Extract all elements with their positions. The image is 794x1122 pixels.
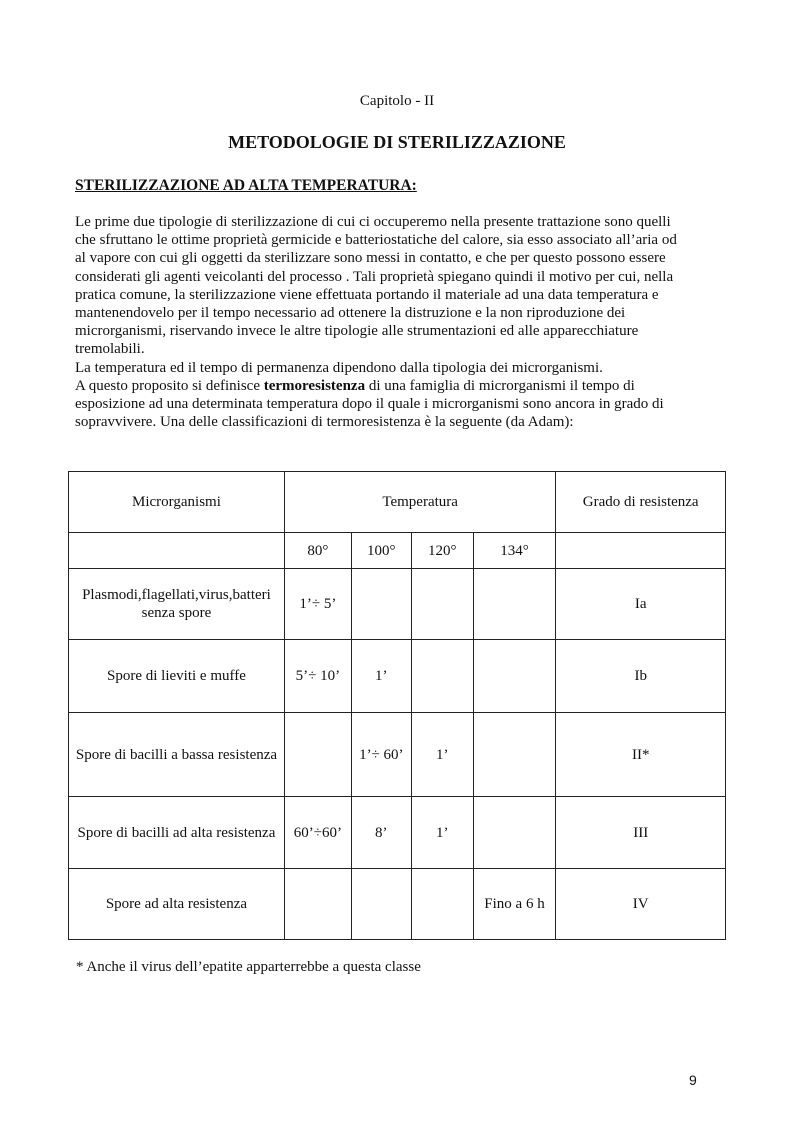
cell-t134: Fino a 6 h [473,869,556,940]
body-line: La temperatura ed il tempo di permanenza dipendono dalla tipologia dei microrganismi. [75,359,603,376]
cell-name: Spore ad alta resistenza [69,869,285,940]
thermoresistance-table [68,471,726,940]
cell-grade: III [556,797,726,869]
cell-grade: Ib [556,640,726,713]
table-temps-row [69,533,726,569]
table-row [69,569,726,640]
table-cell [556,533,726,569]
cell-name: Spore di bacilli ad alta resistenza [69,797,285,869]
section-heading: STERILIZZAZIONE AD ALTA TEMPERATURA: [75,177,417,194]
definition-line [75,377,725,395]
body-text [75,213,725,431]
table-row [69,797,726,869]
body-line: microrganismi, riservando invece le altre tipologie alle strumentazioni ed alle apparecchiature [75,323,639,340]
cell-name: Spore di bacilli a bassa resistenza [69,713,285,797]
temp-100: 100° [351,533,411,569]
cell-t100 [351,569,411,640]
table-row [69,640,726,713]
cell-name: Plasmodi,flagellati,virus,batteri senza spore [69,569,285,640]
cell-name: Spore di lieviti e muffe [69,640,285,713]
body-line: sopravvivere. Una delle classificazioni di termoresistenza è la seguente (da Adam): [75,414,574,431]
table-row [69,869,726,940]
cell-t134 [473,713,556,797]
body-line: mantenendovelo per il tempo necessario ad ottenere la distruzione e la non riproduzione dei [75,305,626,322]
body-line: al vapore con cui gli oggetti da sterilizzare sono messi in contatto, e che per questo possono essere [75,250,666,267]
header-grado: Grado di resistenza [556,472,726,533]
cell-grade: II* [556,713,726,797]
temp-134: 134° [473,533,556,569]
cell-t120 [411,640,473,713]
page-number: 9 [689,1072,697,1088]
body-line: esposizione ad una determinata temperatura dopo il quale i microrganismi sono ancora in grado di [75,396,664,413]
body-line: Le prime due tipologie di sterilizzazione di cui ci occuperemo nella presente trattazione sono quelli [75,214,671,230]
footnote: * Anche il virus dell’epatite apparterrebbe a questa classe [76,959,421,975]
temp-120: 120° [411,533,473,569]
definition-post: di una famiglia di microrganismi il tempo di [365,377,635,394]
cell-t120: 1’ [411,797,473,869]
body-line: considerati gli agenti veicolanti del processo . Tali proprietà spiegano quindi il motivo per cui, nella [75,268,674,285]
header-temperatura: Temperatura [284,472,556,533]
cell-grade: Ia [556,569,726,640]
table-row [69,713,726,797]
page-title: METODOLOGIE DI STERILIZZAZIONE [228,132,566,152]
cell-t100 [351,869,411,940]
body-line: tremolabili. [75,341,145,358]
definition-term: termoresistenza [263,377,366,394]
cell-t120: 1’ [411,713,473,797]
cell-t100: 1’ [351,640,411,713]
cell-t100: 1’÷ 60’ [351,713,411,797]
cell-t100: 8’ [351,797,411,869]
cell-t120 [411,569,473,640]
chapter-label: Capitolo - II [359,93,435,109]
body-line: pratica comune, la sterilizzazione viene effettuata portando il materiale ad una data temperatura e [75,286,659,303]
body-line: che sfruttano le ottime proprietà germicide e batteriostatiche del calore, sia esso associato all’aria od [75,232,677,249]
cell-t134 [473,640,556,713]
cell-t120 [411,869,473,940]
cell-t80: 5’÷ 10’ [284,640,351,713]
cell-t80 [284,869,351,940]
temp-80: 80° [284,533,351,569]
cell-t80 [284,713,351,797]
cell-t134 [473,569,556,640]
table-header-row [69,472,726,533]
cell-t134 [473,797,556,869]
cell-t80: 60’÷60’ [284,797,351,869]
cell-grade: IV [556,869,726,940]
cell-t80: 1’÷ 5’ [284,569,351,640]
header-microrganismi: Microrganismi [69,472,285,533]
definition-pre: A questo proposito si definisce [75,377,264,394]
table-cell [69,533,285,569]
